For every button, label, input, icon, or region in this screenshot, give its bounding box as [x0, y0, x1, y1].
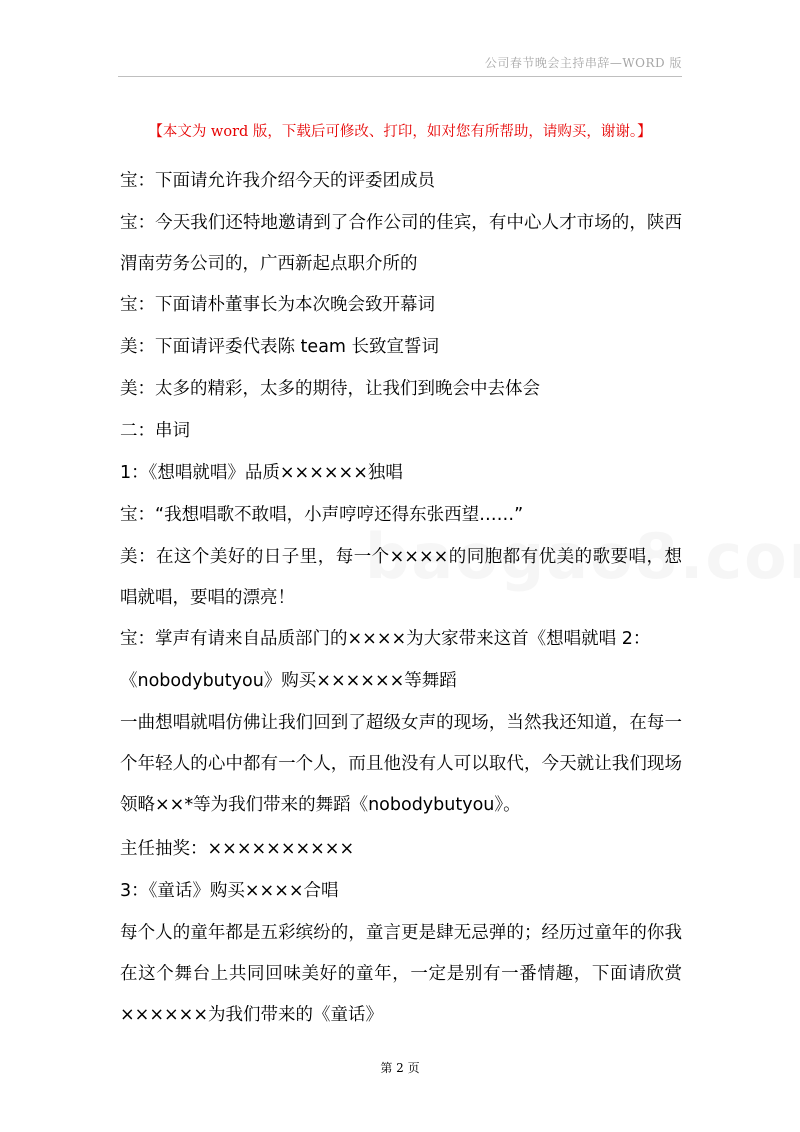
page-number: 第 2 页: [380, 1061, 420, 1075]
header-divider: [118, 76, 682, 77]
paragraph: 主任抽奖：××××××××××: [120, 839, 355, 859]
paragraph: 美：在这个美好的日子里，每一个××××的同胞都有优美的歌要唱，想唱就唱，要唱的漂亮！: [120, 547, 682, 608]
paragraph: 宝：掌声有请来自品质部门的××××为大家带来这首《想唱就唱 2：: [120, 629, 651, 649]
paragraph: 二：串词: [120, 421, 190, 441]
paragraph: 宝：今天我们还特地邀请到了合作公司的佳宾，有中心人才市场的，陕西渭南劳务公司的，广西新起点职介所的: [120, 213, 682, 274]
paragraph: 宝：“我想唱歌不敢唱，小声哼哼还得东张西望……”: [120, 505, 524, 525]
paragraph: 宝：下面请朴董事长为本次晚会致开幕词: [120, 295, 435, 315]
paragraph: 3：《童话》购买××××合唱: [120, 881, 339, 901]
purchase-notice: 【本文为 word 版，下载后可修改、打印，如对您有所帮助，请购买，谢谢。】: [148, 124, 652, 140]
paragraph: 1：《想唱就唱》品质××××××独唱: [120, 463, 403, 483]
running-header: 公司春节晚会主持串辞—WORD 版: [484, 56, 682, 70]
paragraph: 《nobodybutyou》购买××××××等舞蹈: [120, 671, 457, 691]
paragraph: 美：太多的精彩，太多的期待，让我们到晚会中去体会: [120, 379, 540, 399]
paragraph: 美：下面请评委代表陈 team 长致宣誓词: [120, 337, 440, 357]
paragraph: 宝：下面请允许我介绍今天的评委团成员: [120, 171, 435, 191]
paragraph: 一曲想唱就唱仿佛让我们回到了超级女声的现场，当然我还知道，在每一个年轻人的心中都有一个人，而且他没有人可以取代，今天就让我们现场领略××*等为我们带来的舞蹈《nobodybutyou》。: [120, 713, 682, 815]
paragraph: 每个人的童年都是五彩缤纷的，童言更是肆无忌弹的；经历过童年的你我在这个舞台上共同回味美好的童年，一定是别有一番情趣，下面请欣赏××××××为我们带来的《童话》: [120, 923, 682, 1025]
